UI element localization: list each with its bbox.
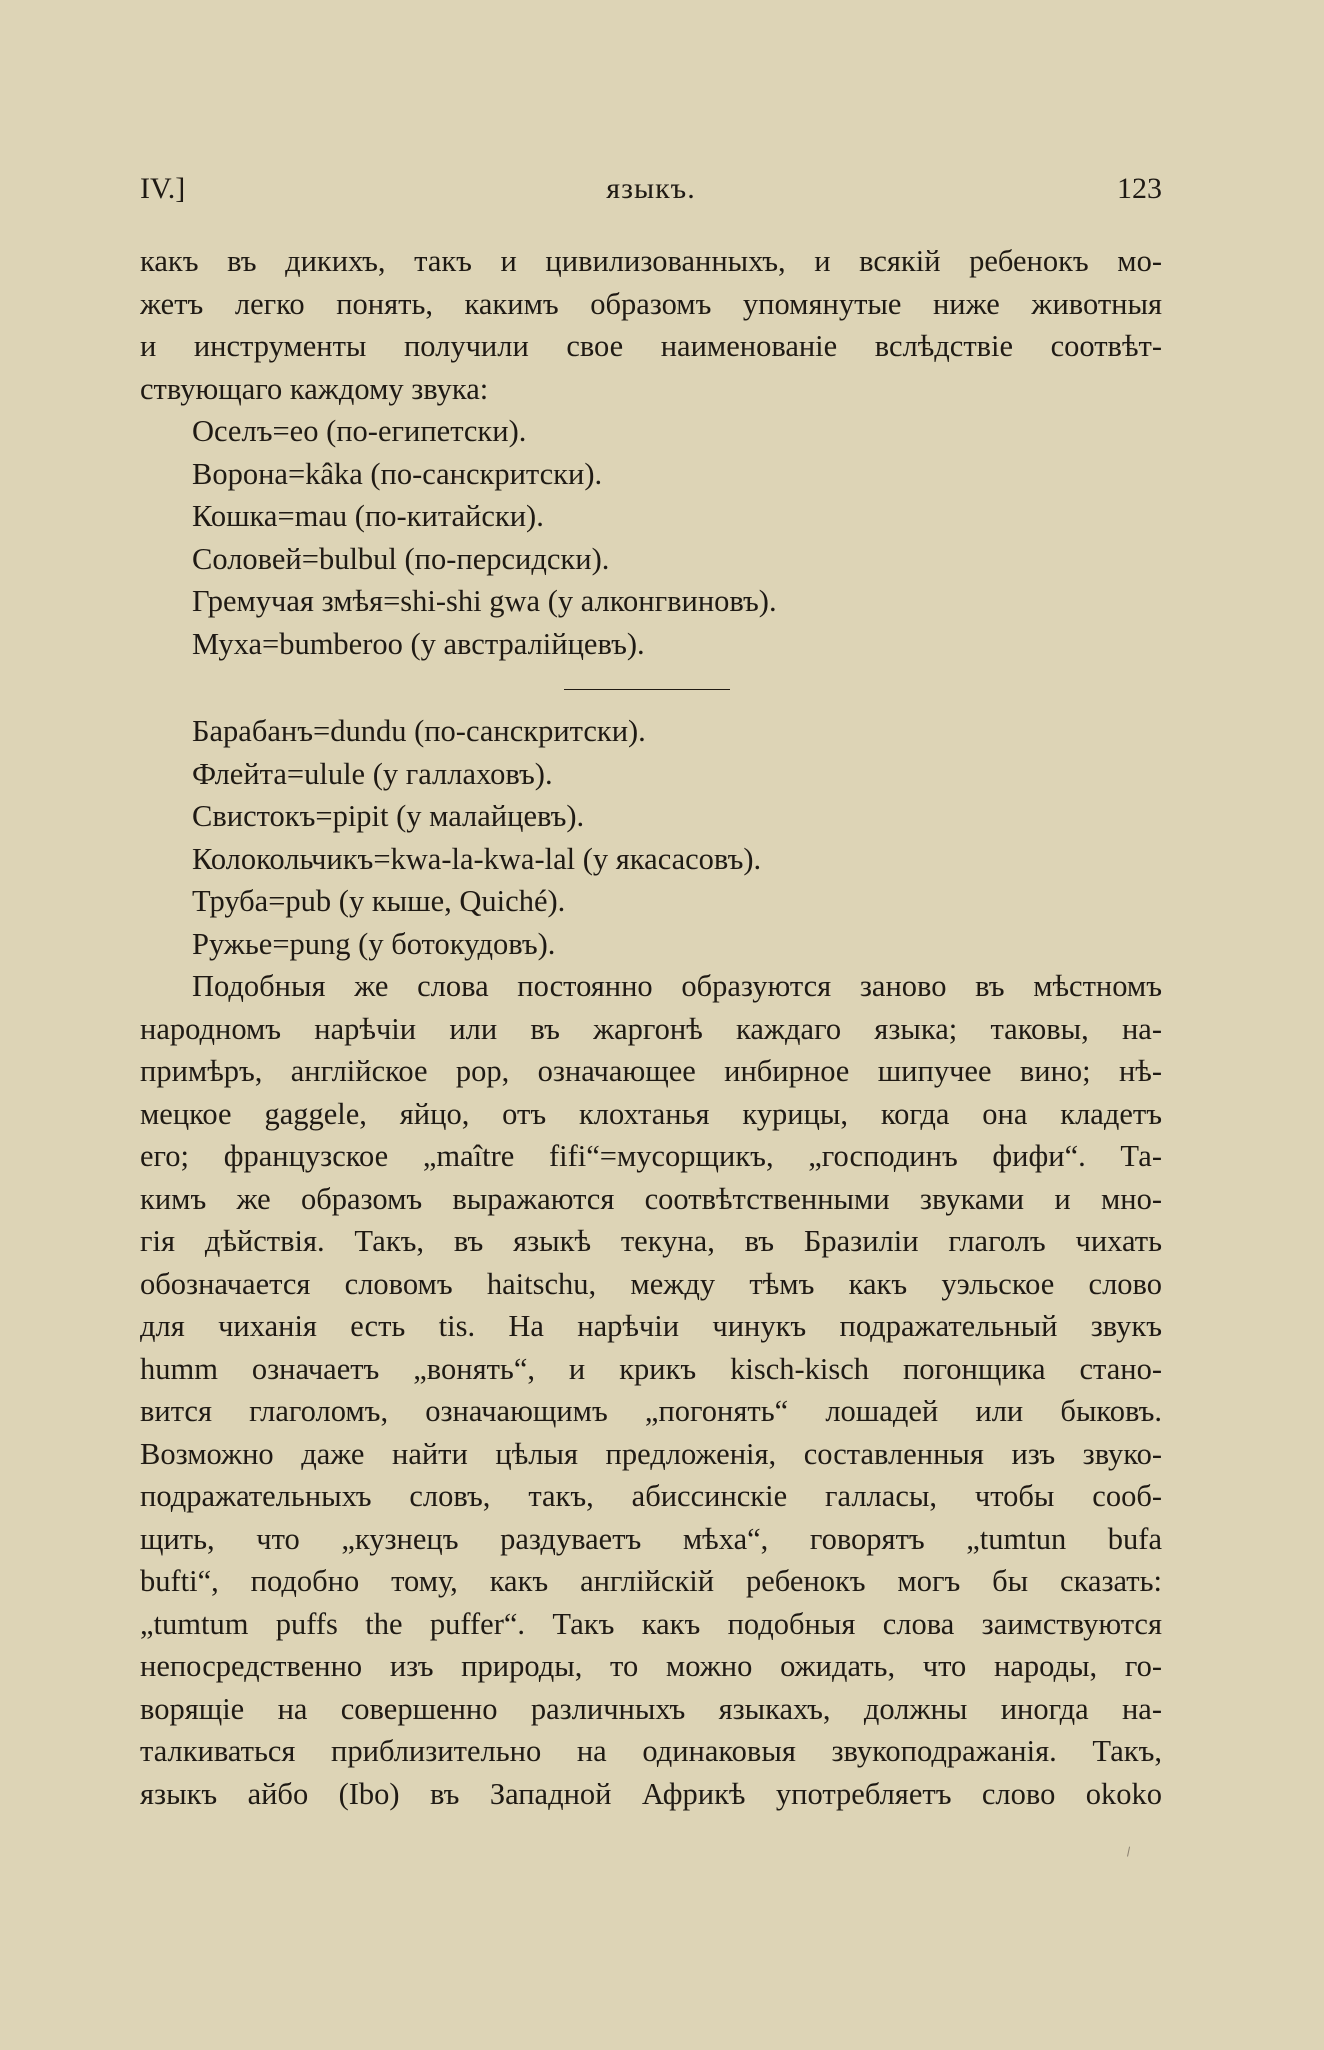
word-example: Свистокъ=pipit (у малайцевъ). xyxy=(192,799,585,833)
word-example: Барабанъ=dundu (по-санскритски). xyxy=(192,714,646,748)
text-line: ворящіе на совершенно различныхъ языкахъ, должны иногда на- xyxy=(140,1691,1162,1726)
section-rule xyxy=(140,665,1162,710)
text-line: Возможно даже найти цѣлыя предложенія, составленныя изъ звуко- xyxy=(140,1436,1162,1471)
text-line: языкъ айбо (Ibo) въ Западной Африкѣ употребляетъ слово okoko xyxy=(140,1776,1162,1811)
text-line: Подобныя же слова постоянно образуются заново въ мѣстномъ xyxy=(192,969,1162,1003)
text-line: humm означаетъ „вонять“, и крикъ kisch-kisch погонщика стано- xyxy=(140,1351,1162,1386)
word-example: Гремучая змѣя=shi-shi gwa (у алконгвиновъ). xyxy=(192,584,777,618)
text-line: вится глаголомъ, означающимъ „погонять“ лошадей или быковъ. xyxy=(140,1394,1162,1428)
text-line: обозначается словомъ haitschu, между тѣмъ какъ уэльское слово xyxy=(140,1266,1162,1301)
word-example: Ворона=kâka (по-санскритски). xyxy=(192,456,603,491)
text-line: и инструменты получили свое наименованіе вслѣдствіе соотвѣт- xyxy=(140,329,1162,363)
text-line: какъ въ дикихъ, такъ и цивилизованныхъ, и всякій ребенокъ мо- xyxy=(140,244,1162,278)
text-line: гія дѣйствія. Такъ, въ языкѣ текуна, въ Бразиліи глаголъ чихать xyxy=(140,1224,1162,1258)
print-speck xyxy=(1127,1847,1134,1858)
text-line: его; французское „maître fifi“=мусорщикъ, „господинъ фифи“. Та- xyxy=(140,1139,1162,1173)
word-example: Оселъ=eo (по-египетски). xyxy=(192,414,527,448)
page-header xyxy=(140,172,1162,218)
text-line: подражательныхъ словъ, такъ, абиссинскіе галласы, чтобы сооб- xyxy=(140,1479,1162,1513)
text-line: bufti“, подобно тому, какъ англійскій ребенокъ могъ бы сказать: xyxy=(140,1564,1162,1598)
text-line: кимъ же образомъ выражаются соотвѣтственными звуками и мно- xyxy=(140,1181,1162,1216)
chapter-number: IV.] xyxy=(140,172,186,205)
text-line: мецкое gaggele, яйцо, отъ клохтанья курицы, когда она кладетъ xyxy=(140,1096,1162,1131)
word-example: Кошка=mau (по-китайски). xyxy=(192,499,544,533)
text-line: „tumtum puffs the puffer“. Такъ какъ подобныя слова заимствуются xyxy=(140,1606,1162,1641)
word-example: Муха=bumberoo (у австралійцевъ). xyxy=(192,626,645,661)
page-body xyxy=(140,240,1162,1815)
text-line: для чиханія есть tis. На нарѣчіи чинукъ подражательный звукъ xyxy=(140,1309,1162,1343)
text-line: щить, что „кузнецъ раздуваетъ мѣха“, говорятъ „tumtun bufa xyxy=(140,1521,1162,1556)
word-example: Труба=pub (у кыше, Quiché). xyxy=(192,884,566,918)
running-title: языкъ. xyxy=(606,172,696,205)
text-line: талкиваться приблизительно на одинаковыя звукоподражанія. Такъ, xyxy=(140,1734,1162,1768)
text-line: примѣръ, англійское pop, означающее инбирное шипучее вино; нѣ- xyxy=(140,1054,1162,1088)
word-example: Флейта=ulule (у галлаховъ). xyxy=(192,756,553,791)
text-line: ствующаго каждому звука: xyxy=(140,371,489,406)
page-number: 123 xyxy=(1117,172,1162,205)
text-line: народномъ нарѣчіи или въ жаргонѣ каждаго языка; таковы, на- xyxy=(140,1011,1162,1046)
text-line: непосредственно изъ природы, то можно ожидать, что народы, го- xyxy=(140,1649,1162,1683)
word-example: Колокольчикъ=kwa-la-kwa-lal (у якасасовъ). xyxy=(192,841,762,876)
text-line: жетъ легко понять, какимъ образомъ упомянутые ниже животныя xyxy=(140,286,1162,321)
word-example: Соловей=bulbul (по-персидски). xyxy=(192,541,610,576)
word-example: Ружье=pung (у ботокудовъ). xyxy=(192,926,556,961)
